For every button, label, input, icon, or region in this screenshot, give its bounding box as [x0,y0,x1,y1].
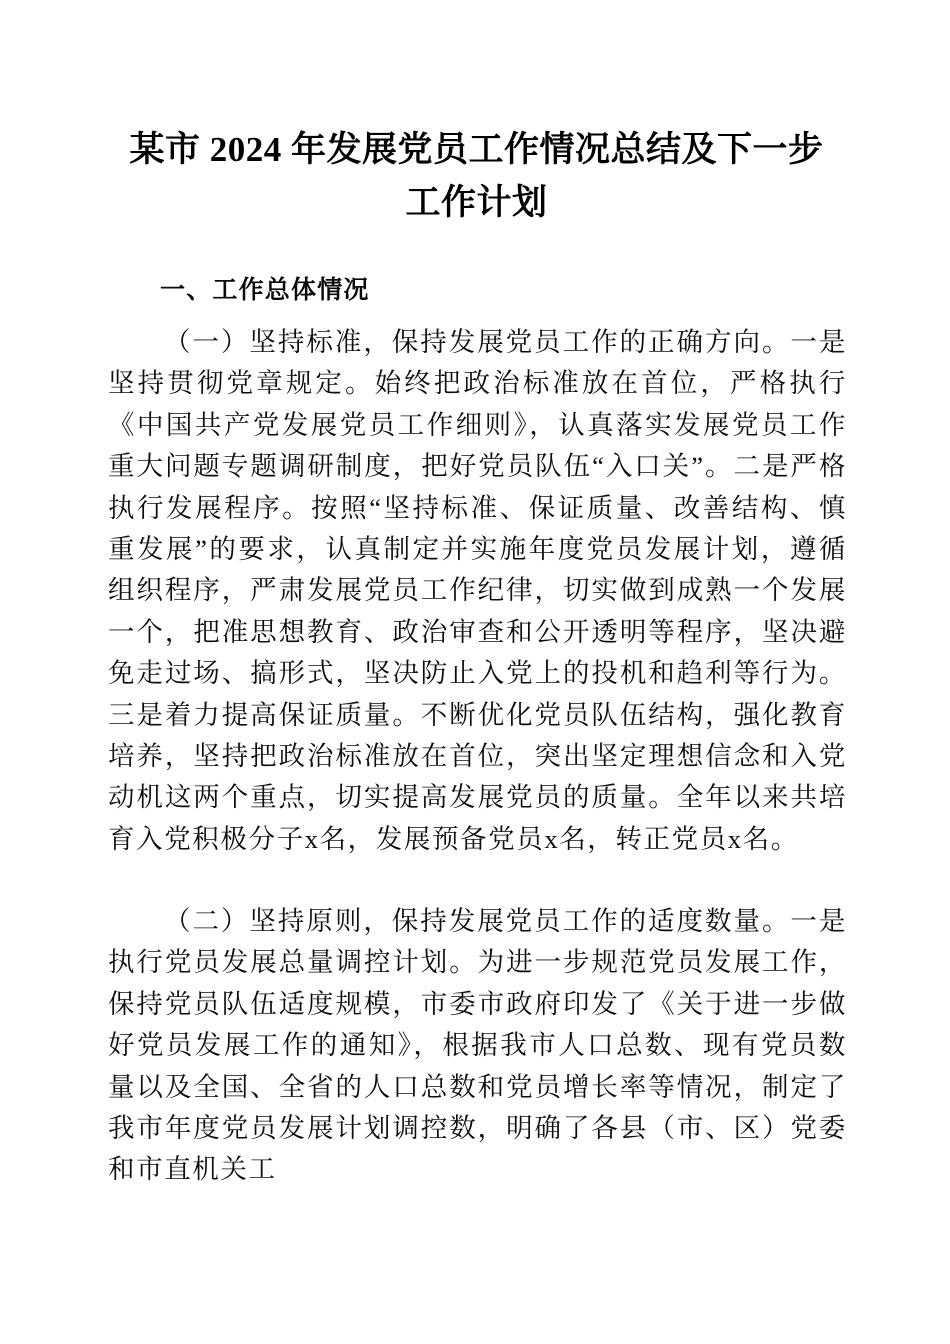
page-title-line-2: 工作计划 [405,183,548,222]
paragraph-block-1 [108,322,847,860]
paragraph-block-2 [108,901,847,1191]
paragraph-2: （二）坚持原则，保持发展党员工作的适度数量。一是执行党员发展总量调控计划。为进一步规范党员发展工作，保持党员队伍适度规模，市委市政府印发了《关于进一步做好党员发展工作的通知》，根据我市人口总数、现有党员数量以及全国、全省的人口总数和党员增长率等情况，制定了我市年度党员发展计划调控数，明确了各县（市、区）党委和市直机关工 [108,906,847,1185]
page-title [108,123,845,229]
section-heading-1: 一、工作总体情况 [160,276,370,304]
paragraph-1: （一）坚持标准，保持发展党员工作的正确方向。一是坚持贯彻党章规定。始终把政治标准放在首位，严格执行《中国共产党发展党员工作细则》，认真落实发展党员工作重大问题专题调研制度，把好党员队伍“入口关”。二是严格执行发展程序。按照“坚持标准、保证质量、改善结构、慎重发展”的要求，认真制定并实施年度党员发展计划，遵循组织程序，严肃发展党员工作纪律，切实做到成熟一个发展一个，把准思想教育、政治审查和公开透明等程序，坚决避免走过场、搞形式，坚决防止入党上的投机和趋利等行为。三是着力提高保证质量。不断优化党员队伍结构，强化教育培养，坚持把政治标准放在首位，突出坚定理想信念和入党动机这两个重点，切实提高发展党员的质量。全年以来共培育入党积极分子x名，发展预备党员x名，转正党员x名。 [108,327,847,854]
page-title-line-1: 某市 2024 年发展党员工作情况总结及下一步 [129,130,824,169]
